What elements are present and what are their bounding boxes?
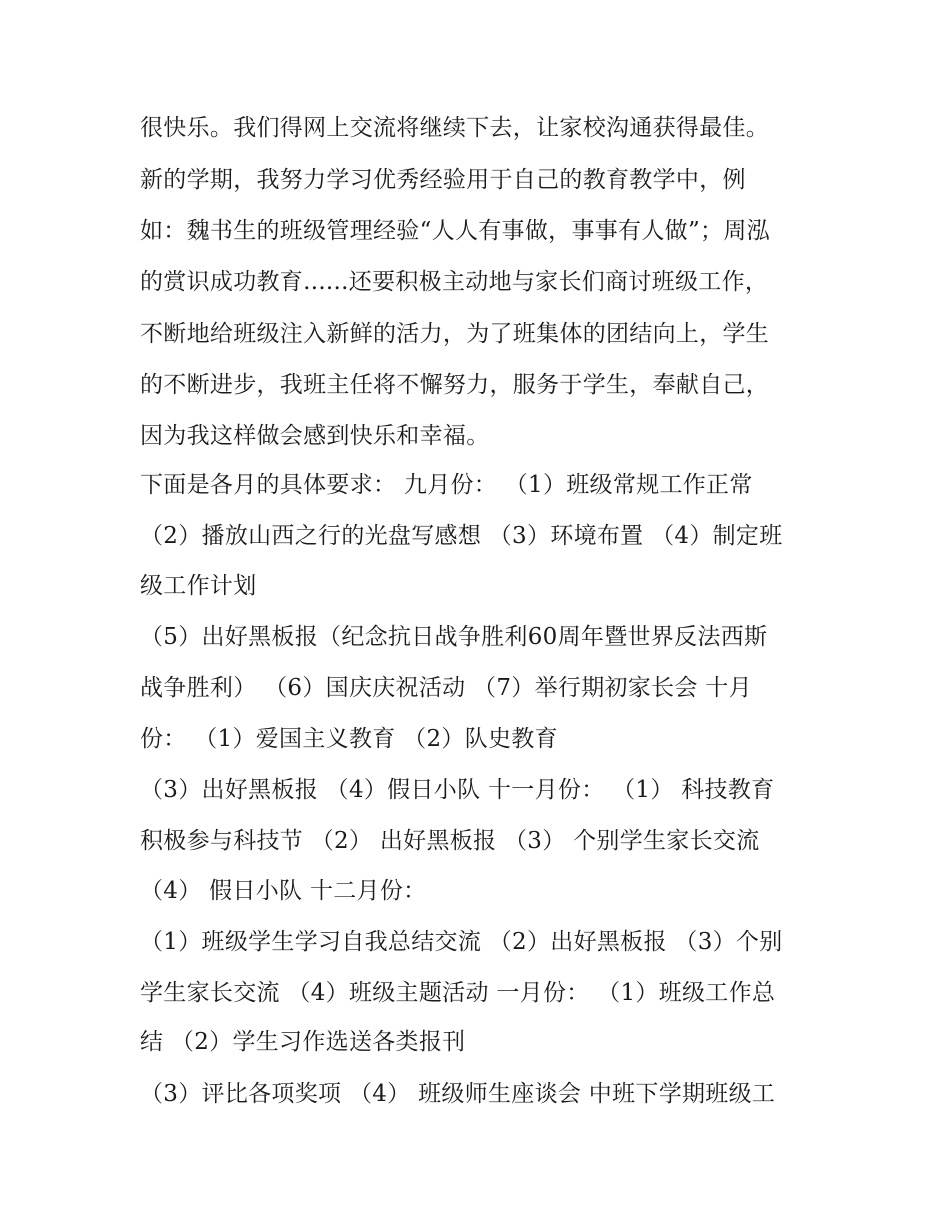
text-line: （5）出好黑板报（纪念抗日战争胜利60周年暨世界反法西斯 — [140, 624, 768, 650]
text-line: 的不断进步，我班主任将不懈努力，服务于学生，奉献自己， — [140, 372, 770, 398]
text-line: 学生家长交流 （4）班级主题活动 一月份： （1）班级工作总 — [140, 980, 776, 1006]
text-line: （2）播放山西之行的光盘写感想 （3）环境布置 （4）制定班 — [140, 523, 783, 549]
text-line: 结 （2）学生习作选送各类报刊 — [140, 1029, 466, 1055]
text-line: 战争胜利） （6）国庆庆祝活动 （7）举行期初家长会 十月 — [140, 675, 752, 701]
text-line: （3）评比各项奖项 （4） 班级师生座谈会 中班下学期班级工 — [140, 1081, 776, 1107]
text-line: 新的学期，我努力学习优秀经验用于自己的教育教学中，例 — [140, 167, 746, 193]
text-line: （1）班级学生学习自我总结交流 （2）出好黑板报 （3）个别 — [140, 929, 783, 955]
text-line: 积极参与科技节 （2） 出好黑板报 （3） 个别学生家长交流 — [140, 828, 760, 854]
text-line: 级工作计划 — [140, 573, 257, 599]
text-line: 不断地给班级注入新鲜的活力，为了班集体的团结向上，学生 — [140, 321, 770, 347]
text-line: 因为我这样做会感到快乐和幸福。 — [140, 423, 490, 449]
text-line: 很快乐。我们得网上交流将继续下去，让家校沟通获得最佳。 — [140, 115, 770, 141]
text-line: 如：魏书生的班级管理经验“人人有事做，事事有人做”；周泓 — [140, 218, 770, 244]
text-line: 份： （1）爱国主义教育 （2）队史教育 — [140, 726, 558, 752]
text-line: 的赏识成功教育......还要积极主动地与家长们商讨班级工作， — [140, 269, 769, 295]
text-line: （4） 假日小队 十二月份： — [140, 878, 427, 904]
text-line: 下面是各月的具体要求： 九月份： （1）班级常规工作正常 — [140, 472, 753, 498]
text-line: （3）出好黑板报 （4）假日小队 十一月份： （1） 科技教育 — [140, 777, 775, 803]
